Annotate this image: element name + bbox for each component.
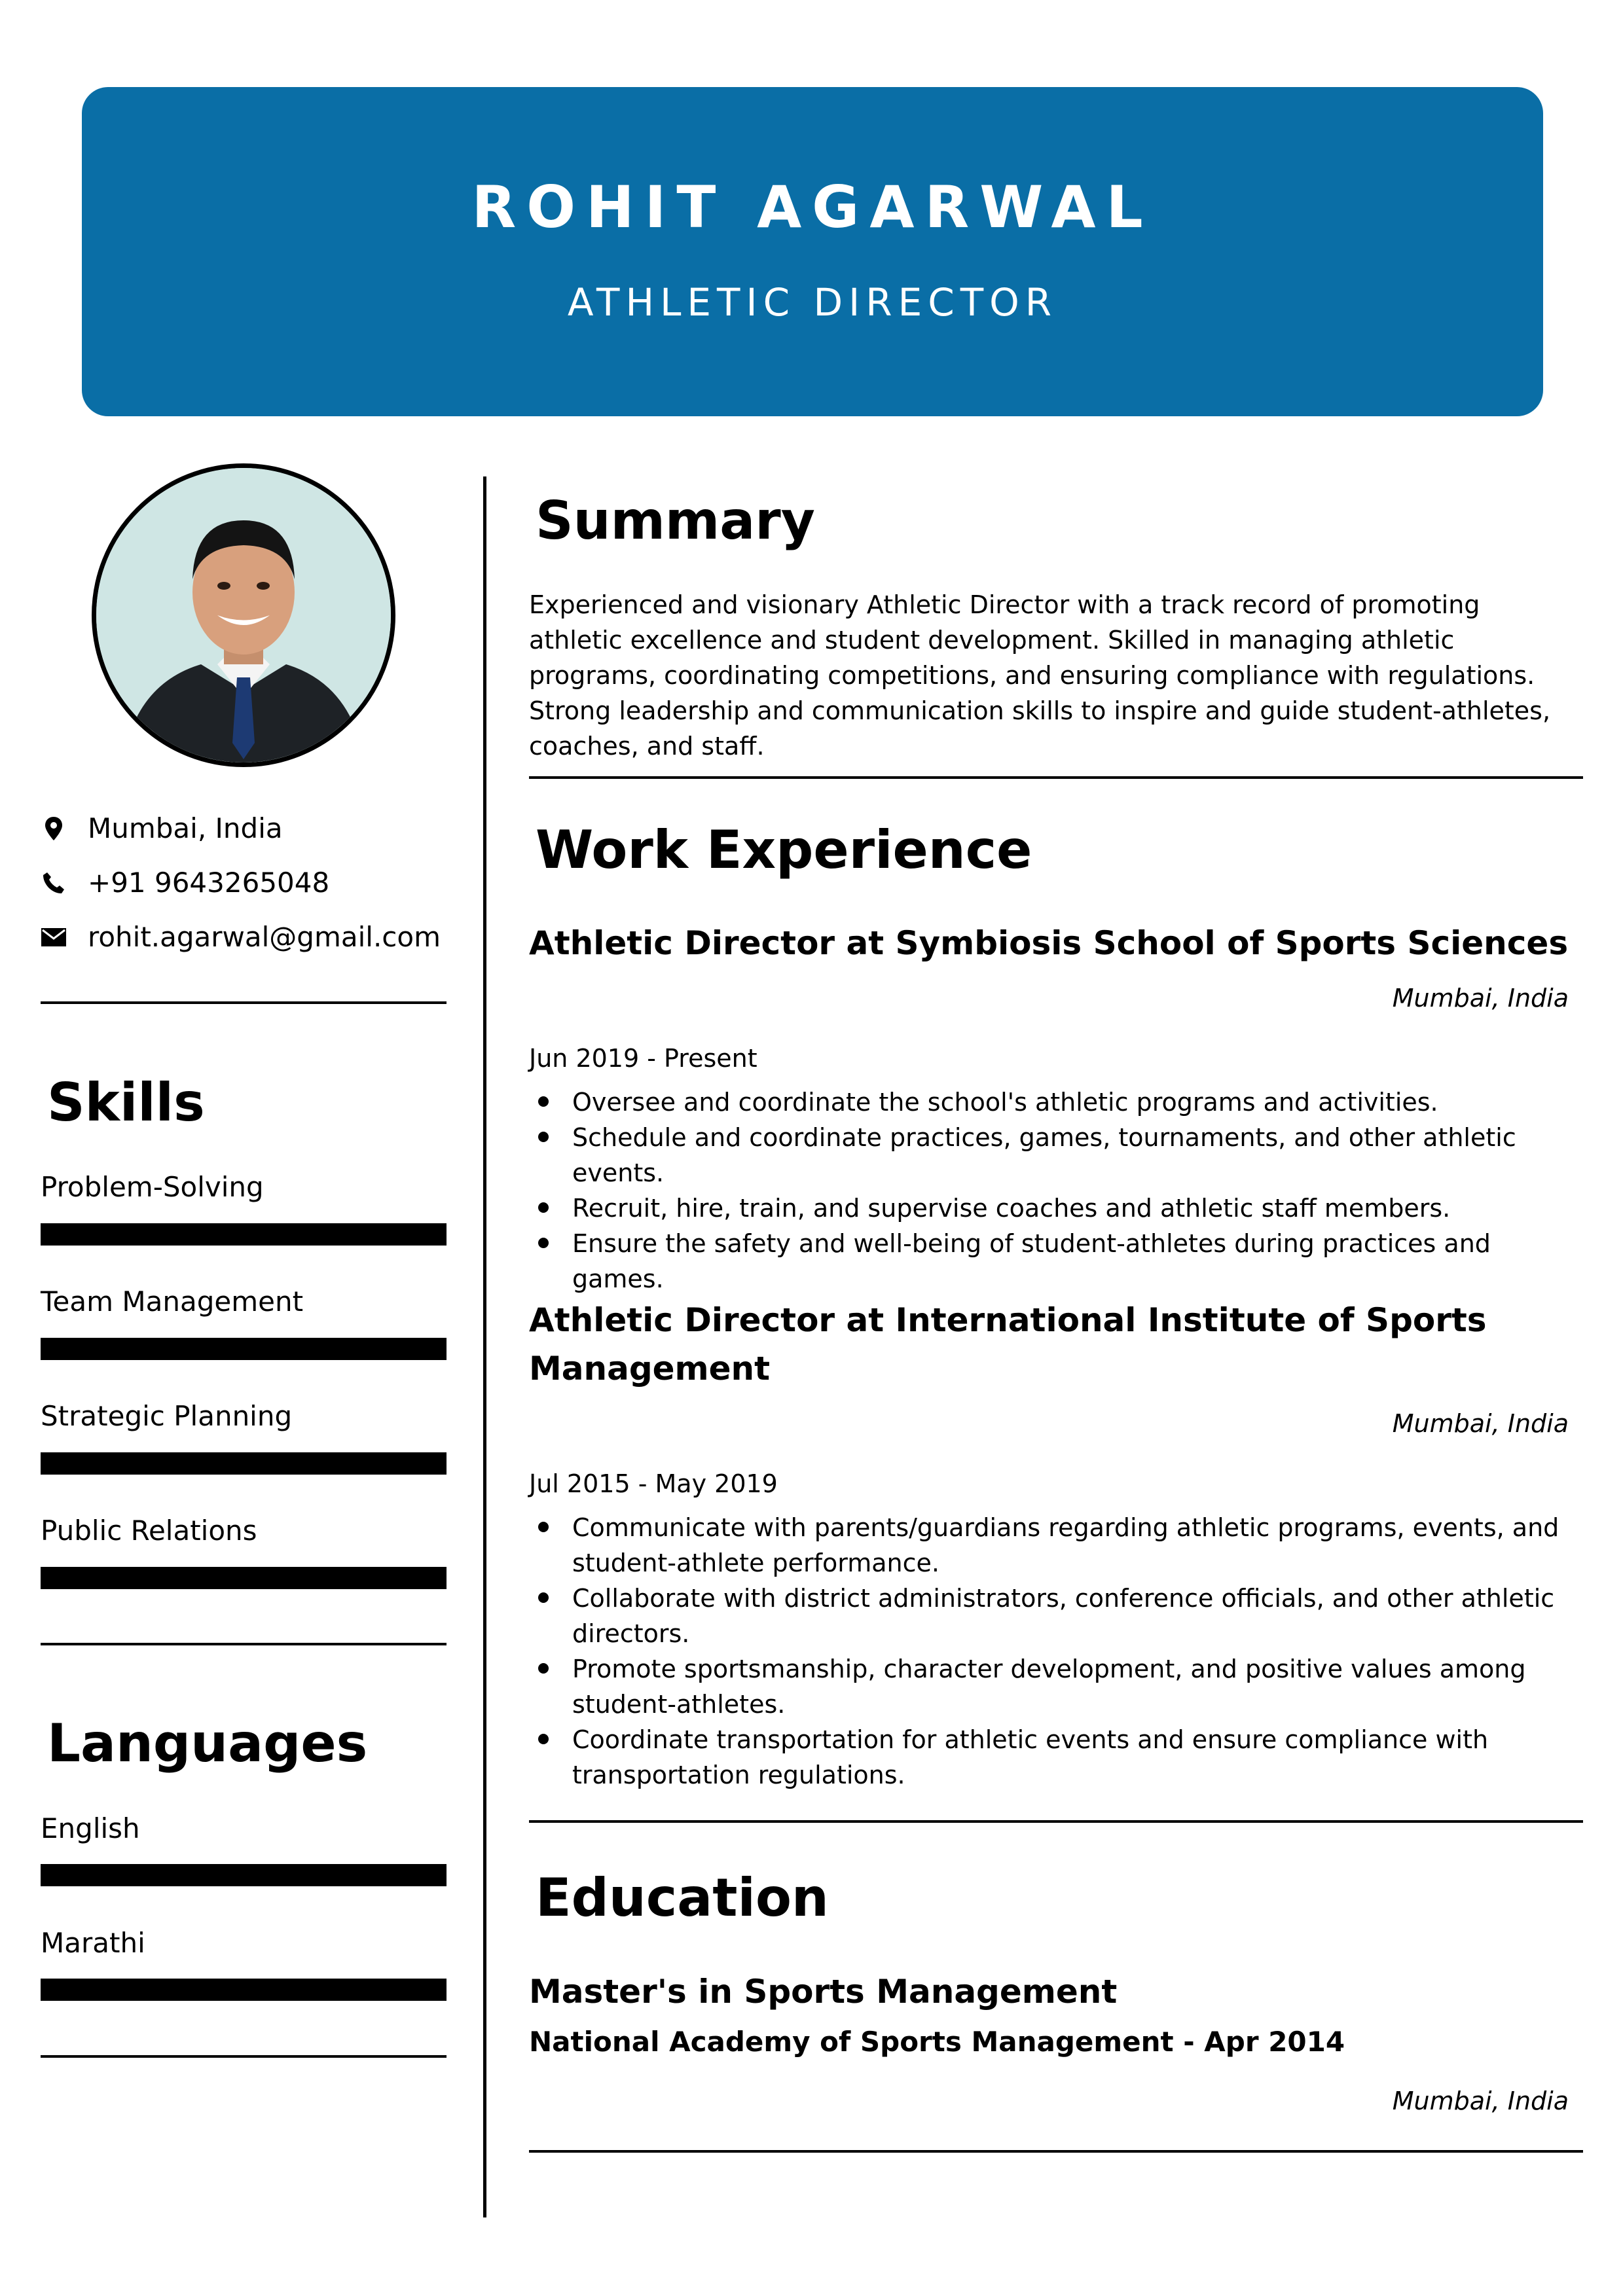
skill-label: Strategic Planning [41, 1400, 293, 1432]
list-item: Recruit, hire, train, and supervise coaches and athletic staff members. [529, 1191, 1583, 1226]
skill-level-bar [41, 1452, 447, 1475]
skill-label: Problem-Solving [41, 1171, 264, 1203]
summary-text: Experienced and visionary Athletic Director with a track record of promoting athletic excellence and student development. Skilled in managing athletic programs, coordinating competitions, and ensuring compliance with regulations. Strong leadership and communication skills to inspire and guide student-athletes, coaches, and staff. [529, 590, 1551, 761]
education-heading: Education [536, 1867, 829, 1928]
languages-heading: Languages [47, 1713, 368, 1774]
job-title: Athletic Director at Symbiosis School of Sports Sciences [529, 924, 1569, 962]
divider [41, 1001, 447, 1004]
job-dates: Jul 2015 - May 2019 [529, 1469, 778, 1498]
language-level-bar [41, 1979, 447, 2001]
language-label: English [41, 1812, 140, 1844]
skill-level-bar [41, 1223, 447, 1246]
divider [529, 776, 1583, 779]
language-label: Marathi [41, 1927, 145, 1959]
job-bullets [529, 1085, 1583, 1297]
divider [41, 2055, 447, 2058]
phone-text: +91 9643265048 [88, 867, 330, 899]
divider [529, 2150, 1583, 2153]
institution-name: National Academy of Sports Management - Apr 2014 [529, 2026, 1345, 2058]
list-item: Collaborate with district administrators, conference officials, and other athletic directors. [529, 1581, 1583, 1651]
job-role: ATHLETIC DIRECTOR [567, 280, 1058, 325]
envelope-icon [41, 924, 67, 950]
job-title: Athletic Director at International Institute of Sports Management [529, 1301, 1487, 1388]
job-location: Mumbai, India [1392, 984, 1569, 1013]
person-name: ROHIT AGARWAL [471, 173, 1154, 241]
list-item: Communicate with parents/guardians regarding athletic programs, events, and student-athlete performance. [529, 1510, 1583, 1581]
job-location: Mumbai, India [1392, 1409, 1569, 1438]
divider [529, 1820, 1583, 1823]
list-item: Ensure the safety and well-being of student-athletes during practices and games. [529, 1226, 1583, 1297]
column-divider [483, 476, 486, 2217]
contact-phone [41, 869, 329, 897]
resume-header [82, 87, 1543, 416]
work-experience-heading: Work Experience [536, 819, 1032, 880]
contact-email [41, 921, 441, 953]
summary-heading: Summary [536, 490, 815, 551]
phone-icon [41, 870, 67, 896]
email-text[interactable]: rohit.agarwal@gmail.com [88, 921, 441, 953]
degree-title: Master's in Sports Management [529, 1973, 1118, 2011]
education-location: Mumbai, India [1392, 2087, 1569, 2115]
skill-level-bar [41, 1338, 447, 1360]
skill-label: Team Management [41, 1285, 304, 1318]
divider [41, 1643, 447, 1645]
map-pin-icon [41, 816, 67, 842]
list-item: Schedule and coordinate practices, games, tournaments, and other athletic events. [529, 1120, 1583, 1191]
portrait-image [96, 468, 391, 762]
contact-location [41, 812, 283, 844]
job-bullets [529, 1510, 1583, 1793]
list-item: Oversee and coordinate the school's athletic programs and activities. [529, 1085, 1583, 1120]
list-item: Promote sportsmanship, character development, and positive values among student-athletes. [529, 1651, 1583, 1722]
profile-photo [92, 463, 395, 767]
skill-level-bar [41, 1567, 447, 1589]
language-level-bar [41, 1864, 447, 1886]
job-dates: Jun 2019 - Present [529, 1044, 757, 1073]
skills-heading: Skills [47, 1072, 205, 1133]
skill-label: Public Relations [41, 1515, 257, 1547]
list-item: Coordinate transportation for athletic events and ensure compliance with transportation regulations. [529, 1722, 1583, 1793]
location-text: Mumbai, India [88, 812, 283, 844]
